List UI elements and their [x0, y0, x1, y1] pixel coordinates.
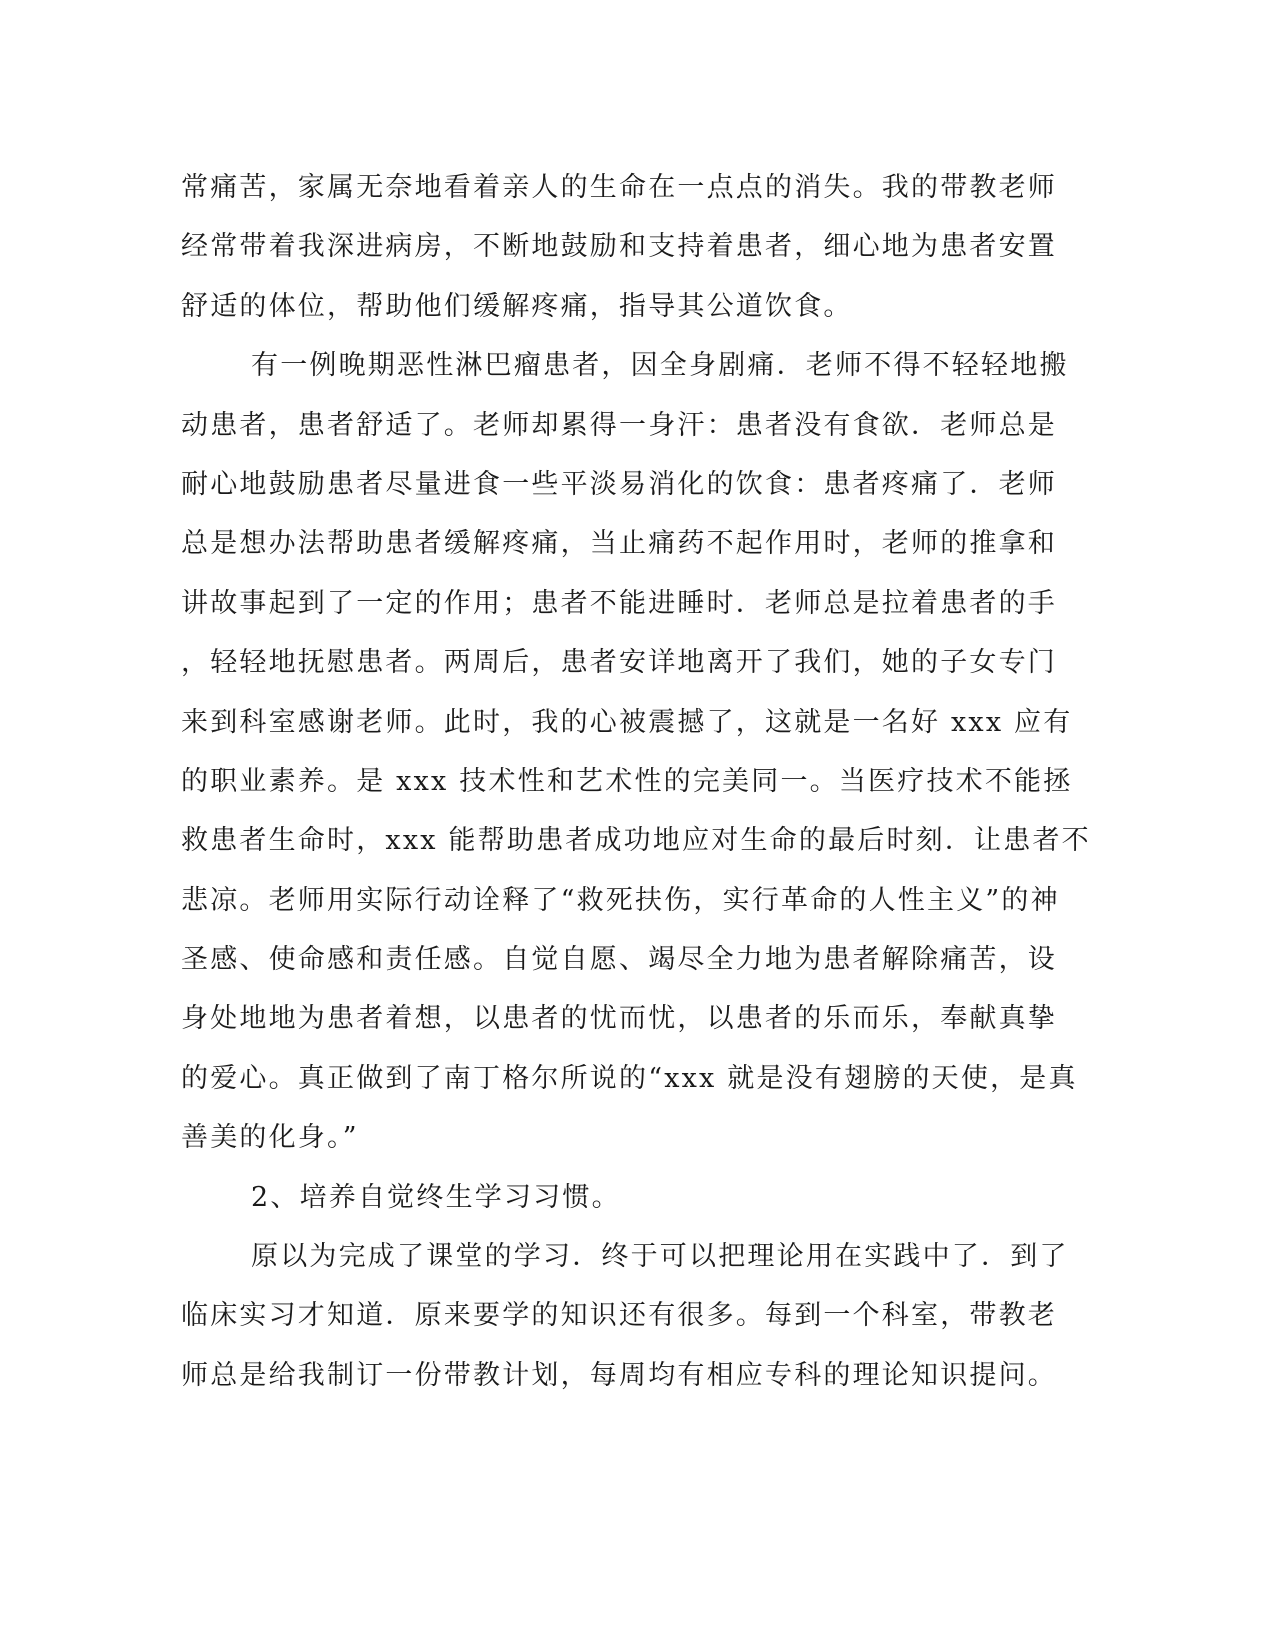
paragraph-first-line: 原以为完成了课堂的学习．终于可以把理论用在实践中了．到了	[251, 1241, 1069, 1273]
text-line: 来到科室感谢老师。此时，我的心被震撼了，这就是一名好 xxx 应有	[181, 706, 1073, 738]
text-line: 的爱心。真正做到了南丁格尔所说的“xxx 就是没有翅膀的天使，是真	[181, 1062, 1078, 1094]
section-heading: 2、培养自觉终生学习习惯。	[251, 1181, 621, 1213]
text-line: 耐心地鼓励患者尽量进食一些平淡易消化的饮食：患者疼痛了．老师	[181, 468, 1057, 500]
text-line: 的职业素养。是 xxx 技术性和艺术性的完美同一。当医疗技术不能拯	[181, 765, 1073, 797]
text-line: 常痛苦，家属无奈地看着亲人的生命在一点点的消失。我的带教老师	[181, 172, 1057, 203]
text-line: 善美的化身。”	[181, 1122, 359, 1154]
text-line: 动患者，患者舒适了。老师却累得一身汗：患者没有食欲．老师总是	[181, 409, 1057, 441]
text-line: 讲故事起到了一定的作用；患者不能进睡时．老师总是拉着患者的手	[181, 587, 1057, 619]
document-body	[181, 158, 1091, 1405]
text-line: 悲凉。老师用实际行动诠释了“救死扶伤，实行革命的人性主义”的神	[181, 884, 1060, 916]
text-line: 舒适的体位，帮助他们缓解疼痛，指导其公道饮食。	[181, 290, 853, 322]
text-line: ，轻轻地抚慰患者。两周后，患者安详地离开了我们，她的子女专门	[181, 647, 1057, 679]
text-line: 临床实习才知道．原来要学的知识还有很多。每到一个科室，带教老	[181, 1300, 1057, 1332]
text-line: 师总是给我制订一份带教计划，每周均有相应专科的理论知识提问。	[181, 1359, 1057, 1391]
text-line: 救患者生命时，xxx 能帮助患者成功地应对生命的最后时刻．让患者不	[181, 825, 1091, 857]
text-line: 总是想办法帮助患者缓解疼痛，当止痛药不起作用时，老师的推拿和	[181, 528, 1057, 560]
text-line: 经常带着我深进病房，不断地鼓励和支持着患者，细心地为患者安置	[181, 231, 1057, 263]
text-line: 圣感、使命感和责任感。自觉自愿、竭尽全力地为患者解除痛苦，设	[181, 944, 1057, 976]
text-line: 身处地地为患者着想，以患者的忧而忧，以患者的乐而乐，奉献真挚	[181, 1003, 1057, 1035]
paragraph-first-line: 有一例晚期恶性淋巴瘤患者，因全身剧痛．老师不得不轻轻地搬	[251, 350, 1069, 382]
